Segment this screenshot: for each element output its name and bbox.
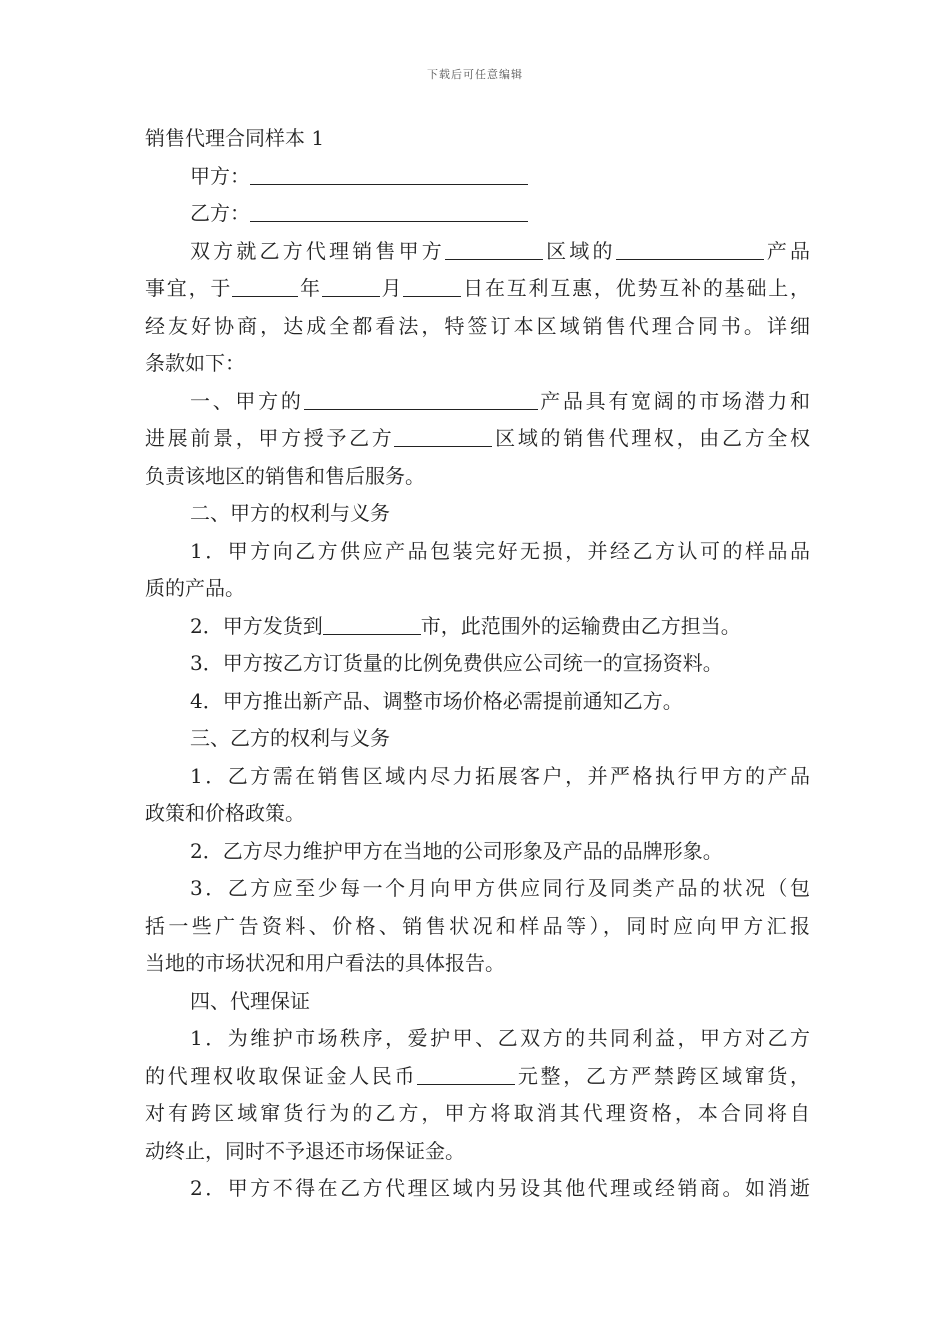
intro-line-3: 经友好协商，达成全都看法，特签订本区域销售代理合同书。详细 bbox=[145, 313, 810, 338]
s1-line-3: 负责该地区的销售和售后服务。 bbox=[145, 463, 425, 488]
s2-text: 2．甲方发货到 bbox=[190, 613, 323, 638]
s4-item-2a: 2．甲方不得在乙方代理区域内另设其他代理或经销商。如消逝 bbox=[190, 1176, 810, 1200]
party-a-line bbox=[145, 158, 810, 196]
day-blank[interactable] bbox=[403, 270, 461, 297]
year-blank[interactable] bbox=[232, 270, 298, 297]
s3-item-3b: 括一些广告资料、价格、销售状况和样品等），同时应向甲方汇报 bbox=[145, 913, 810, 938]
s4-text: 的代理权收取保证金人民币 bbox=[145, 1063, 418, 1088]
s3-heading: 三、乙方的权利与义务 bbox=[190, 726, 390, 750]
s3-item-2: 2．乙方尽力维护甲方在当地的公司形象及产品的品牌形象。 bbox=[190, 838, 723, 863]
s2-item-4: 4．甲方推出新产品、调整市场价格必需提前通知乙方。 bbox=[190, 688, 683, 713]
s2-heading: 二、甲方的权利与义务 bbox=[190, 501, 390, 525]
s2-item-1b: 质的产品。 bbox=[145, 576, 245, 600]
s4-heading: 四、代理保证 bbox=[190, 988, 310, 1013]
s3-item-1a: 1．乙方需在销售区域内尽力拓展客户，并严格执行甲方的产品 bbox=[190, 763, 810, 788]
intro-text: 年 bbox=[298, 276, 322, 300]
s2-item-2 bbox=[145, 608, 810, 646]
s1-text: 一、甲方的 bbox=[190, 388, 304, 413]
party-a-blank[interactable] bbox=[250, 158, 528, 185]
intro-text: 区域的 bbox=[542, 238, 616, 263]
month-blank[interactable] bbox=[322, 270, 380, 297]
document-title: 销售代理合同样本 1 bbox=[145, 126, 325, 150]
intro-text: 产品 bbox=[763, 238, 811, 263]
deposit-blank[interactable] bbox=[417, 1058, 515, 1085]
s1-line-1 bbox=[145, 383, 810, 421]
s3-item-3a: 3．乙方应至少每一个月向甲方供应同行及同类产品的状况（包 bbox=[190, 876, 810, 900]
s3-item-3c: 当地的市场状况和用户看法的具体报告。 bbox=[145, 951, 505, 975]
intro-text: 日在互利互惠，优势互补的基础上， bbox=[461, 276, 811, 300]
party-b-line bbox=[145, 195, 810, 233]
product-blank[interactable] bbox=[616, 233, 764, 260]
contract-body bbox=[145, 120, 810, 1208]
s4-item-1b bbox=[145, 1058, 810, 1096]
s4-item-1c: 对有跨区域窜货行为的乙方，甲方将取消其代理资格，本合同将自 bbox=[145, 1101, 810, 1125]
s2-text: 市，此范围外的运输费由乙方担当。 bbox=[420, 613, 741, 638]
party-b-blank[interactable] bbox=[250, 195, 528, 222]
city-blank[interactable] bbox=[323, 608, 421, 635]
s1-text: 区域的销售代理权，由乙方全权 bbox=[492, 426, 811, 450]
s1-product-blank[interactable] bbox=[304, 383, 538, 410]
intro-text: 月 bbox=[379, 276, 404, 300]
s4-item-1a: 1．为维护市场秩序，爱护甲、乙双方的共同利益，甲方对乙方 bbox=[190, 1026, 810, 1050]
intro-line-2 bbox=[145, 270, 810, 308]
s4-item-1d: 动终止，同时不予退还市场保证金。 bbox=[145, 1138, 465, 1163]
intro-line-1 bbox=[145, 233, 810, 271]
region-blank[interactable] bbox=[445, 233, 543, 260]
s2-item-1a: 1．甲方向乙方供应产品包装完好无损，并经乙方认可的样品品 bbox=[190, 538, 810, 563]
intro-text: 双方就乙方代理销售甲方 bbox=[190, 238, 445, 263]
intro-line-4: 条款如下： bbox=[145, 351, 245, 375]
s1-text: 进展前景，甲方授予乙方 bbox=[145, 426, 395, 450]
s1-line-2 bbox=[145, 420, 810, 458]
s1-region-blank[interactable] bbox=[394, 420, 492, 447]
intro-text: 事宜，于 bbox=[145, 276, 233, 300]
header-note: 下载后可任意编辑 bbox=[427, 68, 523, 81]
s1-text: 产品具有宽阔的市场潜力和 bbox=[537, 388, 811, 413]
party-b-label: 乙方： bbox=[190, 201, 250, 225]
s3-item-1b: 政策和价格政策。 bbox=[145, 801, 305, 825]
s4-text: 元整，乙方严禁跨区域窜货， bbox=[515, 1063, 811, 1088]
s2-item-3: 3．甲方按乙方订货量的比例免费供应公司统一的宣扬资料。 bbox=[190, 651, 723, 675]
party-a-label: 甲方： bbox=[190, 163, 250, 188]
